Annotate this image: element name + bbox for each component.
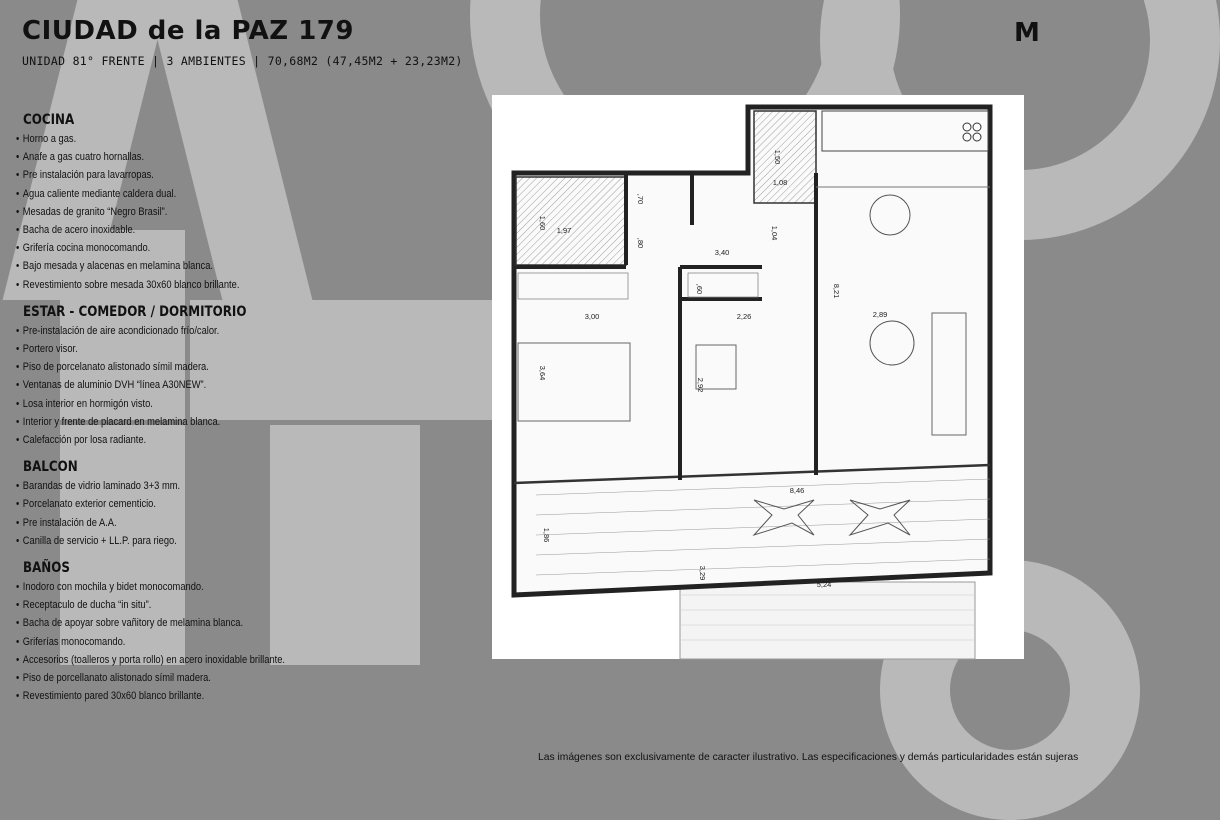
dimension-label: 2,26 [736, 312, 752, 321]
list-item: • Pre-instalación de aire acondicionado frío/calor. [16, 322, 280, 340]
list-item: • Bacha de apoyar sobre vañitory de melamina blanca. [16, 614, 280, 632]
dimension-label: 8,21 [832, 283, 841, 299]
list-item: • Porcelanato exterior cementicio. [16, 495, 280, 513]
list-item: • Mesadas de granito “Negro Brasil”. [16, 203, 280, 221]
floor-plan [492, 95, 1024, 659]
list-item: • Portero visor. [16, 340, 280, 358]
dimension-label: 1,04 [770, 225, 779, 241]
dimension-label: ,60 [695, 283, 704, 295]
dimension-label: 1,86 [542, 527, 551, 543]
dimension-label: 3,40 [714, 248, 730, 257]
dimension-label: ,70 [636, 193, 645, 205]
section-heading: BALCON [23, 459, 78, 476]
section-cocina [16, 112, 316, 294]
specifications [16, 112, 316, 715]
dimension-label: 2,89 [872, 310, 888, 319]
disclaimer: Las imágenes son exclusivamente de caracter ilustrativo. Las especificaciones y demás particularidades están sujeras [538, 752, 1079, 763]
dimension-label: 3,00 [584, 312, 600, 321]
list-item: • Horno a gas. [16, 130, 280, 148]
list-item: • Pre instalación para lavarropas. [16, 166, 280, 184]
section-heading: ESTAR - COMEDOR / DORMITORIO [23, 303, 247, 320]
balcony-extension [680, 582, 975, 659]
list-item: • Piso de porcellanato alistonado símil madera. [16, 669, 280, 687]
list-item: • Ventanas de aluminio DVH “línea A30NEW”. [16, 376, 280, 394]
list-item: • Losa interior en hormigón visto. [16, 395, 280, 413]
section-heading: COCINA [23, 112, 75, 128]
page-title: CIUDAD de la PAZ 179 [22, 16, 354, 46]
dimension-label: 3,64 [538, 365, 547, 381]
section-balcon [16, 459, 316, 550]
floor-plan-drawing [492, 95, 1024, 659]
bathroom-1 [516, 177, 626, 265]
dimension-label: 8,46 [789, 486, 805, 495]
list-item: • Inodoro con mochila y bidet monocomando. [16, 578, 280, 596]
list-item: • Accesorios (toalleros y porta rollo) en acero inoxidable brillante. [16, 651, 280, 669]
list-item: • Revestimiento pared 30x60 blanco brillante. [16, 687, 280, 705]
list-item: • Agua caliente mediante caldera dual. [16, 185, 280, 203]
dimension-label: 1,08 [772, 178, 788, 187]
dimension-label: 1,60 [538, 215, 547, 231]
dimension-label: ,80 [636, 237, 645, 249]
dimension-label: 2,92 [696, 377, 705, 393]
list-item: • Revestimiento sobre mesada 30x60 blanco brillante. [16, 276, 280, 294]
list-item: • Anafe a gas cuatro hornallas. [16, 148, 280, 166]
list-item: • Bacha de acero inoxidable. [16, 221, 280, 239]
list-item: • Bajo mesada y alacenas en melamina blanca. [16, 257, 280, 275]
list-item: • Barandas de vidrio laminado 3+3 mm. [16, 477, 280, 495]
list-item: • Piso de porcelanato alistonado símil madera. [16, 358, 280, 376]
dimension-label: 5,24 [816, 580, 832, 589]
section-banos [16, 560, 316, 705]
bathroom-2 [754, 111, 816, 203]
list-item: • Grifería cocina monocomando. [16, 239, 280, 257]
dimension-label: 1,50 [773, 149, 782, 165]
list-item: • Griferías monocomando. [16, 633, 280, 651]
section-heading: BAÑOS [23, 560, 70, 577]
section-estar-comedor [16, 304, 316, 449]
dimension-label: 1,97 [556, 226, 572, 235]
dimension-label: 3,29 [698, 565, 707, 581]
list-item: • Receptaculo de ducha “in situ”. [16, 596, 280, 614]
brand-mark: M [1014, 18, 1040, 48]
unit-subtitle: UNIDAD 81° FRENTE | 3 AMBIENTES | 70,68M2 (47,45M2 + 23,23M2) [22, 54, 463, 68]
list-item: • Interior y frente de placard en melamina blanca. [16, 413, 280, 431]
list-item: • Canilla de servicio + LL.P. para riego. [16, 532, 280, 550]
list-item: • Pre instalación de A.A. [16, 514, 280, 532]
list-item: • Calefacción por losa radiante. [16, 431, 280, 449]
